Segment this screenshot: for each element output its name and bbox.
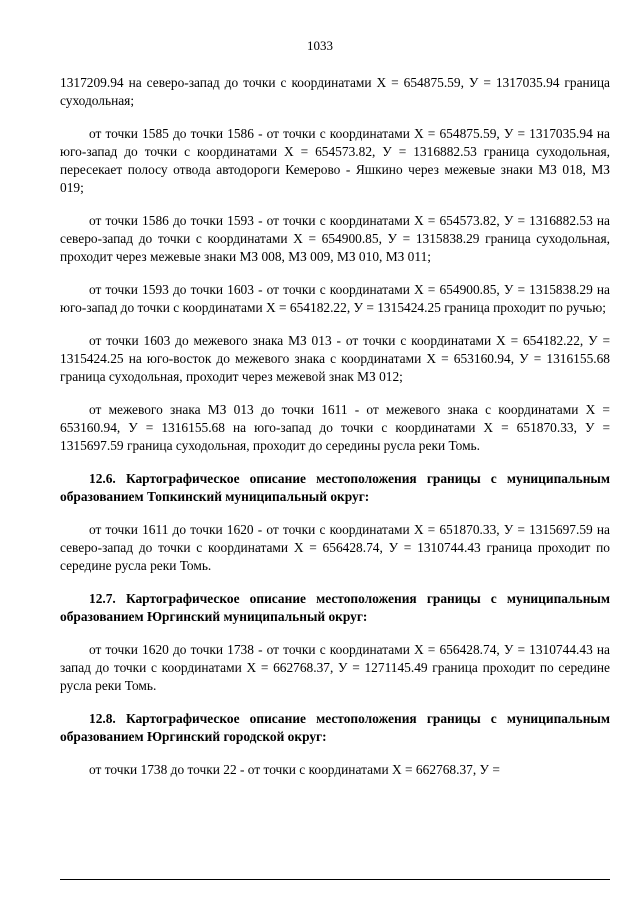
paragraph-continuation: 1317209.94 на северо-запад до точки с координатами Х = 654875.59, У = 1317035.94 граница суходольная; bbox=[60, 75, 610, 108]
paragraph-1611-1620: от точки 1611 до точки 1620 - от точки с координатами Х = 651870.33, У = 1315697.59 на северо-запад до точки с координатами Х = 656428.74, У = 1310744.43 граница проходит по середине русла реки Томь. bbox=[60, 522, 610, 573]
paragraph-1603-mz013: от точки 1603 до межевого знака МЗ 013 - от точки с координатами Х = 654182.22, У = 1315424.25 на юго-восток до межевого знака с координатами Х = 653160.94, У = 1316155.68 граница суходольная, проходит через межевой знак МЗ 012; bbox=[60, 333, 610, 384]
page-number: 1033 bbox=[307, 38, 333, 53]
paragraph-mz013-1611: от межевого знака МЗ 013 до точки 1611 - от межевого знака с координатами Х = 653160.94, У = 1316155.68 на юго-запад до точки с координатами Х = 651870.33, У = 1315697.59 граница суходольная, проходит до середины русла реки Томь. bbox=[60, 402, 610, 453]
document-body bbox=[60, 74, 610, 794]
footer-rule bbox=[60, 879, 610, 880]
section-heading-12-7: 12.7. Картографическое описание местоположения границы с муниципальным образованием Юргинский муниципальный округ: bbox=[60, 591, 610, 624]
paragraph-1586-1593: от точки 1586 до точки 1593 - от точки с координатами Х = 654573.82, У = 1316882.53 на северо-запад до точки с координатами Х = 654900.85, У = 1315838.29 граница суходольная, проходит через межевые знаки МЗ 008, МЗ 009, МЗ 010, МЗ 011; bbox=[60, 213, 610, 264]
section-heading-12-6: 12.6. Картографическое описание местоположения границы с муниципальным образованием Топкинский муниципальный округ: bbox=[60, 471, 610, 504]
paragraph-1585-1586: от точки 1585 до точки 1586 - от точки с координатами Х = 654875.59, У = 1317035.94 на юго-запад до точки с координатами Х = 654573.82, У = 1316882.53 граница суходольная, пересекает полосу отвода автодороги Кемерово - Яшкино через межевые знаки МЗ 018, МЗ 019; bbox=[60, 126, 610, 195]
section-heading-12-8: 12.8. Картографическое описание местоположения границы с муниципальным образованием Юргинский городской округ: bbox=[60, 711, 610, 744]
paragraph-1738-22: от точки 1738 до точки 22 - от точки с координатами Х = 662768.37, У = bbox=[89, 762, 500, 777]
paragraph-1620-1738: от точки 1620 до точки 1738 - от точки с координатами Х = 656428.74, У = 1310744.43 на запад до точки с координатами Х = 662768.37, У = 1271145.49 граница проходит по середине русла реки Томь. bbox=[60, 642, 610, 693]
paragraph-1593-1603: от точки 1593 до точки 1603 - от точки с координатами Х = 654900.85, У = 1315838.29 на юго-запад до точки с координатами Х = 654182.22, У = 1315424.25 граница проходит по ручью; bbox=[60, 282, 610, 315]
